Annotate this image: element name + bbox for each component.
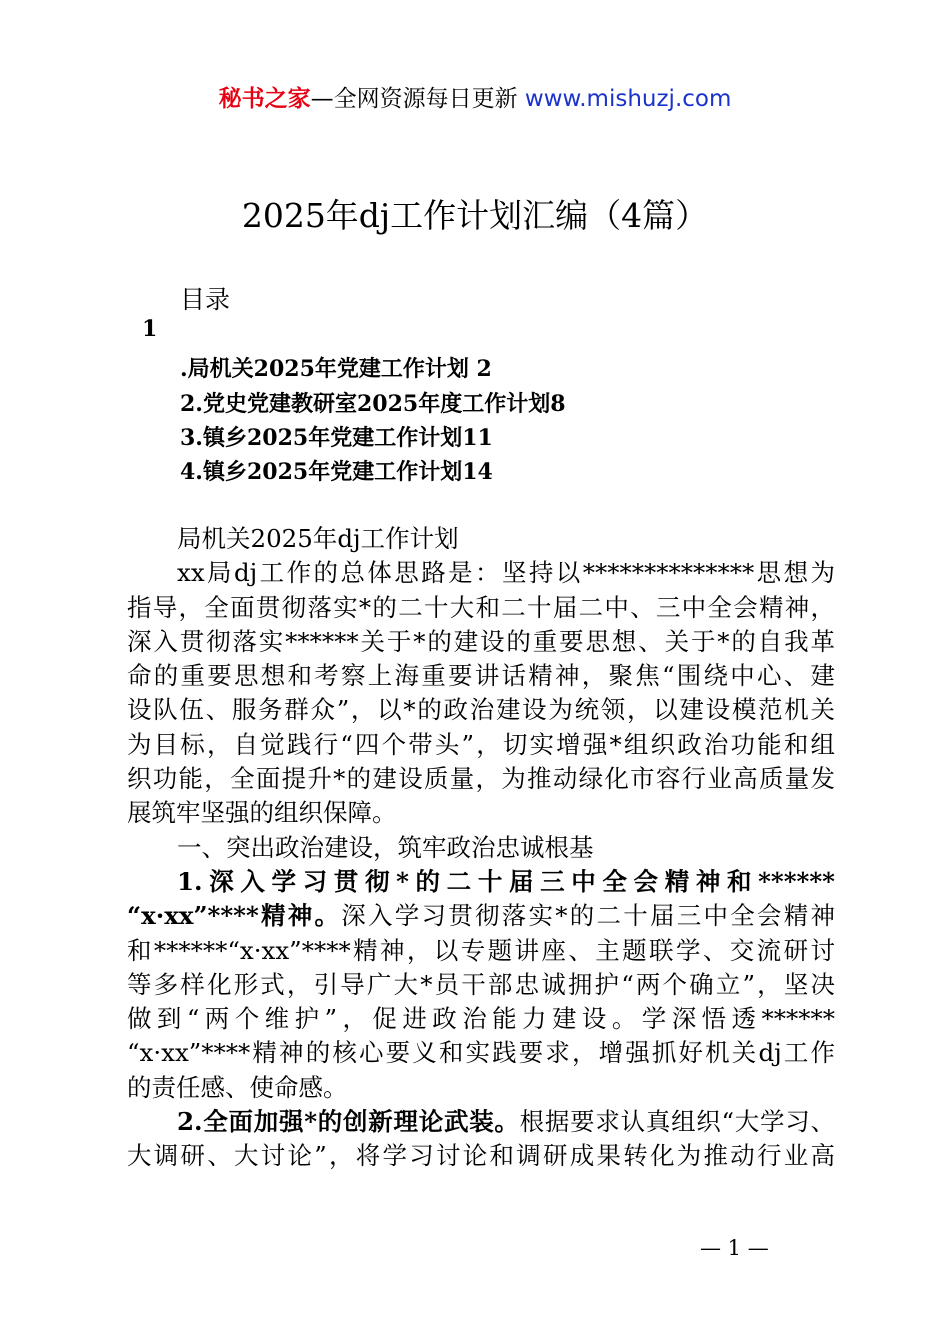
paragraph-line: 大调研、大讨论”，将学习讨论和调研成果转化为推动行业高: [127, 1141, 835, 1171]
toc-item[interactable]: 2.党史党建教研室2025年度工作计划8: [180, 391, 566, 417]
brand-name: 秘书之家: [218, 86, 311, 112]
item-title: “x·xx”****精神。: [127, 901, 342, 931]
paragraph-line: “x·xx”****精神的核心要义和实践要求，增强抓好机关dj工作: [127, 1038, 835, 1068]
item-title: 2.全面加强*的创新理论武装。: [177, 1107, 520, 1137]
page-number: — 1 —: [700, 1236, 769, 1260]
paragraph-line: 命的重要思想和考察上海重要讲话精神，聚焦“围绕中心、建: [127, 661, 835, 691]
paragraph-line: xx局dj工作的总体思路是：坚持以**************思想为: [177, 558, 835, 588]
paragraph-line: [127, 1105, 835, 1139]
toc-heading: 目录: [180, 285, 231, 314]
item-text: 深入学习贯彻落实*的二十届三中全会精神: [341, 901, 835, 931]
toc-lead-number: 1: [142, 316, 158, 342]
item-title: 1.深入学习贯彻*的二十届三中全会精神和******: [177, 866, 835, 896]
paragraph-line: 展筑牢坚强的组织保障。: [127, 798, 397, 828]
document-title: 2025年dj工作计划汇编（4篇）: [241, 196, 709, 235]
paragraph-line: 为目标，自觉践行“四个带头”，切实增强*组织政治功能和组: [127, 729, 835, 759]
site-banner: [0, 80, 950, 113]
paragraph-line: 深入贯彻落实******关于*的建设的重要思想、关于*的自我革: [127, 626, 835, 656]
toc-item[interactable]: .局机关2025年党建工作计划 2: [180, 356, 492, 382]
paragraph-line: 做到“两个维护”，促进政治能力建设。学深悟透******: [127, 1004, 835, 1034]
item-text: 根据要求认真组织“大学习、: [519, 1107, 835, 1137]
paragraph-line: 指导，全面贯彻落实*的二十大和二十届二中、三中全会精神，: [127, 592, 835, 622]
section-heading: 一、突出政治建设，筑牢政治忠诚根基: [177, 832, 594, 862]
paragraph-line: [127, 899, 835, 933]
section-title: 局机关2025年dj工作计划: [177, 524, 459, 553]
paragraph-line: 和******“x·xx”****精神，以专题讲座、主题联学、交流研讨: [127, 935, 835, 965]
paragraph-line: 织功能，全面提升*的建设质量，为推动绿化市容行业高质量发: [127, 764, 835, 794]
toc-item[interactable]: 3.镇乡2025年党建工作计划11: [180, 425, 493, 451]
site-url-link[interactable]: www.mishuzj.com: [524, 86, 732, 112]
paragraph-line: [127, 865, 835, 899]
paragraph-line: 等多样化形式，引导广大*员干部忠诚拥护“两个确立”，坚决: [127, 969, 835, 999]
paragraph-line: 的责任感、使命感。: [127, 1072, 348, 1102]
paragraph-line: 设队伍、服务群众”，以*的政治建设为统领，以建设模范机关: [127, 695, 835, 725]
toc-item[interactable]: 4.镇乡2025年党建工作计划14: [180, 459, 493, 485]
body-text: [127, 522, 835, 1174]
banner-tagline: —全网资源每日更新: [310, 86, 518, 112]
